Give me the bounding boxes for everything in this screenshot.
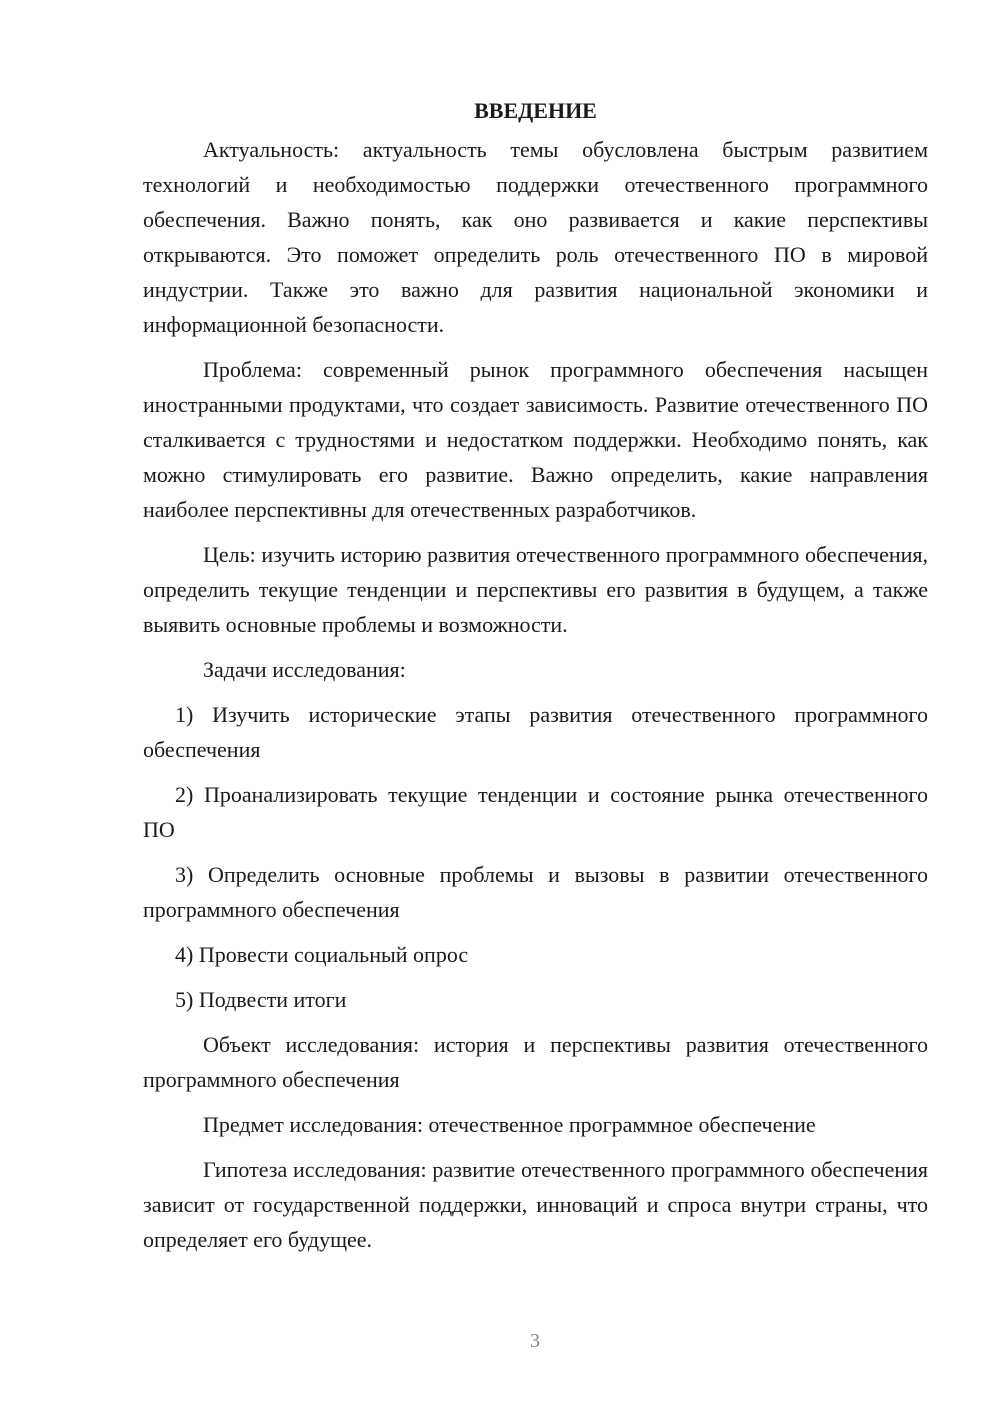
task-item-2: 2) Проанализировать текущие тенденции и состояние рынка отечественного ПО [143, 782, 928, 842]
task-item-4: 4) Провести социальный опрос [175, 942, 469, 967]
paragraph-relevance: Актуальность: актуальность темы обусловлена быстрым развитием технологий и необходимостью поддержки отечественного программного обеспечения. Важно понять, как оно развивается и какие перспективы открываются. Это поможет определить роль отечественного ПО в мировой индустрии. Также это важно для развития национальной экономики и информационной безопасности. [143, 137, 928, 337]
section-title: ВВЕДЕНИЕ [474, 98, 597, 123]
task-item-5: 5) Подвести итоги [175, 987, 347, 1012]
paragraph-problem: Проблема: современный рынок программного обеспечения насыщен иностранными продуктами, что создает зависимость. Развитие отечественного ПО сталкивается с трудностями и недостатком поддержки. Необходимо понять, как можно стимулировать его развитие. Важно определить, какие направления наиболее перспективны для отечественных разработчиков. [143, 357, 928, 522]
task-item-1: 1) Изучить исторические этапы развития отечественного программного обеспечения [143, 702, 928, 762]
paragraph-object: Объект исследования: история и перспективы развития отечественного программного обеспечения [143, 1032, 928, 1092]
paragraph-subject: Предмет исследования: отечественное программное обеспечение [203, 1112, 816, 1137]
tasks-heading: Задачи исследования: [203, 657, 406, 682]
task-item-3: 3) Определить основные проблемы и вызовы в развитии отечественного программного обеспечения [143, 862, 928, 922]
page-number: 3 [530, 1330, 540, 1352]
document-page [143, 93, 928, 1267]
paragraph-hypothesis: Гипотеза исследования: развитие отечественного программного обеспечения зависит от государственной поддержки, инноваций и спроса внутри страны, что определяет его будущее. [143, 1157, 928, 1252]
paragraph-goal: Цель: изучить историю развития отечественного программного обеспечения, определить текущие тенденции и перспективы его развития в будущем, а также выявить основные проблемы и возможности. [143, 542, 928, 637]
